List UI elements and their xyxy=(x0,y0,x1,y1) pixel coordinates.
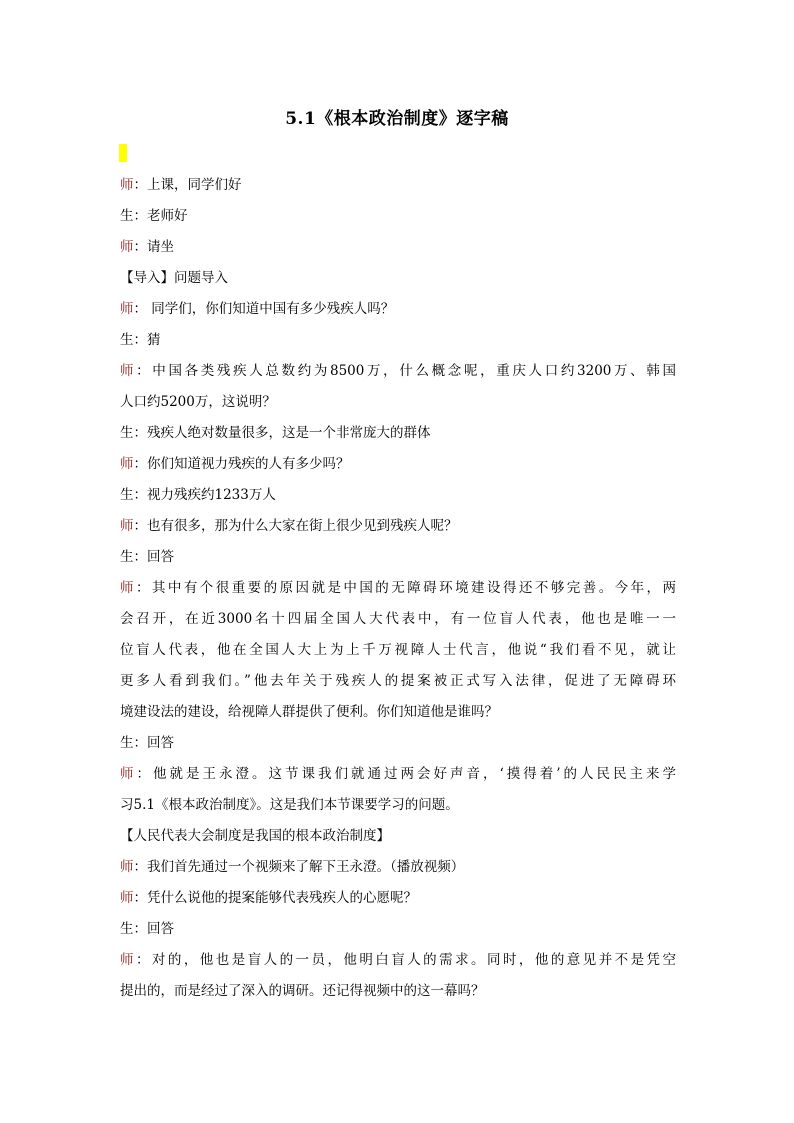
line-text: ：他就是王永澄。这节课我们就通过两会好声音，‘摸得着’的人民民主来学 xyxy=(136,766,676,782)
transcript-line xyxy=(120,480,676,511)
transcript-line xyxy=(120,759,676,790)
transcript-line xyxy=(120,511,676,542)
speaker-teacher-label: 师 xyxy=(120,580,136,596)
speaker-student-label: 生 xyxy=(120,549,134,565)
transcript-line xyxy=(120,387,676,418)
transcript-line xyxy=(120,852,676,883)
highlight-marker xyxy=(119,144,127,162)
transcript-line xyxy=(120,356,676,387)
transcript-line xyxy=(120,635,676,666)
line-text: ：回答 xyxy=(133,549,174,565)
line-text: ：回答 xyxy=(133,921,174,937)
transcript-line xyxy=(120,170,676,201)
speaker-teacher-label: 师 xyxy=(120,239,134,255)
line-text: ：你们知道视力残疾的人有多少吗？ xyxy=(133,456,350,472)
line-text: 【人民代表大会制度是我国的根本政治制度】 xyxy=(120,828,390,844)
line-text: ：猜 xyxy=(133,332,161,348)
line-text: 会召开，在近3000名十四届全国人大代表中，有一位盲人代表，他也是唯一一 xyxy=(120,611,676,627)
transcript-line xyxy=(120,604,676,635)
speaker-student-label: 生 xyxy=(120,425,134,441)
transcript-line xyxy=(120,418,676,449)
transcript-line xyxy=(120,728,676,759)
speaker-student-label: 生 xyxy=(120,332,134,348)
speaker-student-label: 生 xyxy=(120,921,134,937)
line-text: 位盲人代表，他在全国人大上为上千万视障人士代言，他说“我们看不见，就让 xyxy=(120,642,676,658)
transcript-line xyxy=(120,697,676,728)
transcript-line xyxy=(120,976,676,1007)
line-text: ：中国各类残疾人总数约为8500万，什么概念呢，重庆人口约3200万、韩国 xyxy=(136,363,676,379)
speaker-teacher-label: 师 xyxy=(120,363,137,379)
speaker-teacher-label: 师 xyxy=(120,952,136,968)
line-text: ：我们首先通过一个视频来了解下王永澄。（播放视频） xyxy=(133,859,465,875)
line-text: ：残疾人绝对数量很多，这是一个非常庞大的群体 xyxy=(133,425,431,441)
transcript-line xyxy=(120,945,676,976)
transcript-line xyxy=(120,573,676,604)
transcript-line xyxy=(120,790,676,821)
line-text: ：凭什么说他的提案能够代表残疾人的心愿呢？ xyxy=(133,890,417,906)
line-text: ： 同学们，你们知道中国有多少残疾人吗？ xyxy=(133,301,395,317)
line-text: ：回答 xyxy=(133,735,174,751)
transcript-line xyxy=(120,294,676,325)
speaker-student-label: 生 xyxy=(120,208,134,224)
speaker-teacher-label: 师 xyxy=(120,177,134,193)
line-text: ：上课，同学们好 xyxy=(133,177,242,193)
transcript-line xyxy=(120,542,676,573)
line-text: 习5.1《根本政治制度》。这是我们本节课要学习的问题。 xyxy=(120,797,459,813)
document-title: 5.1《根本政治制度》逐字稿 xyxy=(285,109,509,129)
transcript-line xyxy=(120,325,676,356)
line-text: 【导入】问题导入 xyxy=(120,270,228,286)
transcript-line xyxy=(120,263,676,294)
line-text: 更多人看到我们。”他去年关于残疾人的提案被正式写入法律，促进了无障碍环 xyxy=(120,673,676,689)
transcript-line xyxy=(120,449,676,480)
line-text: ：老师好 xyxy=(133,208,188,224)
transcript-line xyxy=(120,232,676,263)
speaker-teacher-label: 师 xyxy=(120,890,134,906)
line-text: ：也有很多，那为什么大家在街上很少见到残疾人呢？ xyxy=(133,518,458,534)
transcript-line xyxy=(120,666,676,697)
line-text: 境建设法的建设，给视障人群提供了便利。你们知道他是谁吗？ xyxy=(120,704,498,720)
line-text: ：视力残疾约1233万人 xyxy=(133,487,276,503)
transcript-line xyxy=(120,821,676,852)
line-text: ：请坐 xyxy=(133,239,174,255)
speaker-student-label: 生 xyxy=(120,735,134,751)
speaker-teacher-label: 师 xyxy=(120,859,134,875)
speaker-student-label: 生 xyxy=(120,487,134,503)
speaker-teacher-label: 师 xyxy=(120,456,134,472)
transcript-line xyxy=(120,914,676,945)
line-text: ：其中有个很重要的原因就是中国的无障碍环境建设得还不够完善。今年，两 xyxy=(135,580,676,596)
speaker-teacher-label: 师 xyxy=(120,766,137,782)
transcript-body xyxy=(120,170,676,1007)
line-text: ：对的，他也是盲人的一员，他明白盲人的需求。同时，他的意见并不是凭空 xyxy=(135,952,676,968)
line-text: 提出的，而是经过了深入的调研。还记得视频中的这一幕吗？ xyxy=(120,983,485,999)
speaker-teacher-label: 师 xyxy=(120,518,134,534)
line-text: 人口约5200万，这说明？ xyxy=(120,394,276,410)
transcript-line xyxy=(120,201,676,232)
speaker-teacher-label: 师 xyxy=(120,301,134,317)
transcript-line xyxy=(120,883,676,914)
